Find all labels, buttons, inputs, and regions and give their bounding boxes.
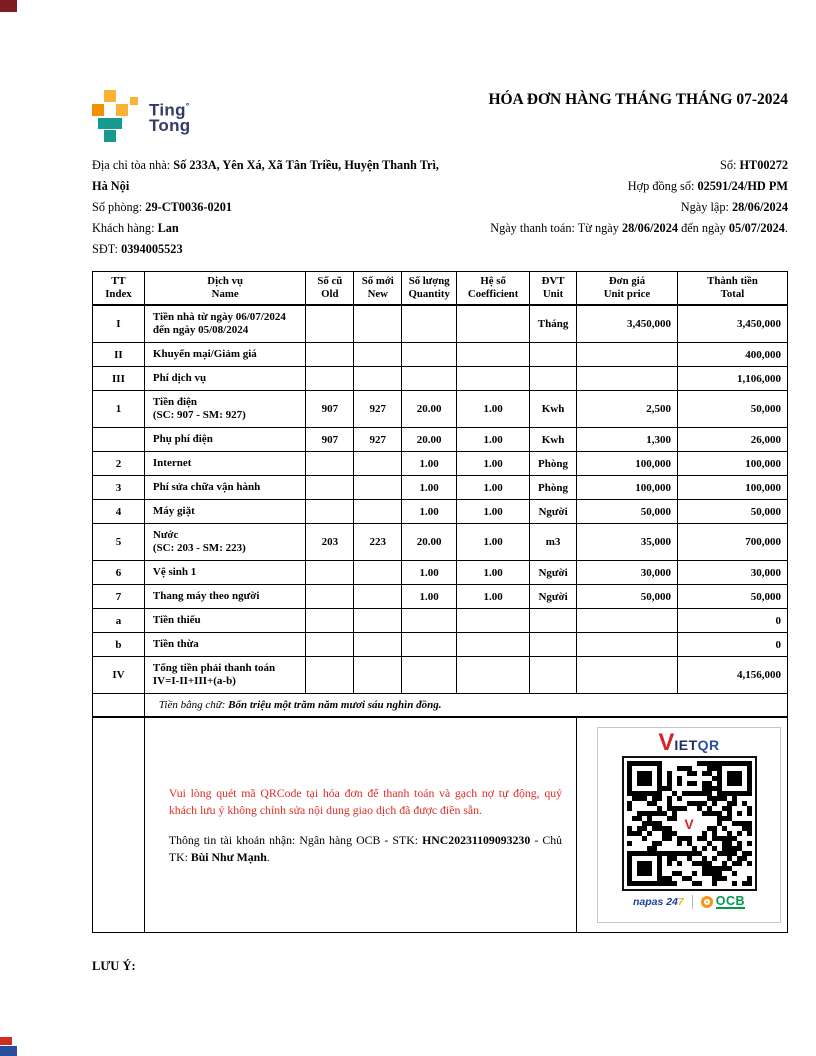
cell: a <box>93 609 145 633</box>
napas-logo: napas 247 <box>632 896 684 908</box>
cell: 3,450,000 <box>677 305 787 343</box>
cell: 1.00 <box>457 500 530 524</box>
cell: 927 <box>354 391 402 428</box>
cell <box>306 633 354 657</box>
empty-cell <box>93 717 145 933</box>
cell: 1,106,000 <box>677 367 787 391</box>
table-row <box>93 585 788 609</box>
cell: 100,000 <box>677 476 787 500</box>
ocb-text: OCB <box>715 893 746 908</box>
logo-line2: Tong <box>149 116 191 136</box>
header <box>92 0 788 142</box>
column-header: ĐVT Unit <box>530 272 577 306</box>
cell: 30,000 <box>577 561 678 585</box>
vietqr-card <box>597 727 781 923</box>
cell <box>354 452 402 476</box>
service-name: Phí dịch vụ <box>144 367 306 391</box>
amount-in-words-row <box>93 694 788 718</box>
cell <box>306 343 354 367</box>
phone-line: SĐT: 0394005523 <box>92 242 183 256</box>
table-row <box>93 343 788 367</box>
cell: Phòng <box>530 452 577 476</box>
service-name: Tổng tiền phải thanh toán IV=I-II+III+(a-b) <box>144 657 306 694</box>
cell <box>577 367 678 391</box>
cell: 1.00 <box>402 452 457 476</box>
service-name: Khuyến mại/Giảm giá <box>144 343 306 367</box>
cell: 400,000 <box>677 343 787 367</box>
cell: 1.00 <box>402 500 457 524</box>
qr-code <box>622 756 757 891</box>
tingtong-logo <box>92 90 190 142</box>
cell <box>354 305 402 343</box>
account-info: Thông tin tài khoản nhận: Ngân hàng OCB - STK: HNC20231109093230 - Chủ TK: Bùi Như Mạnh. <box>168 832 563 864</box>
cell <box>402 633 457 657</box>
page-content <box>92 0 788 974</box>
cell: 20.00 <box>402 524 457 561</box>
cell <box>354 609 402 633</box>
cell: 223 <box>354 524 402 561</box>
cell <box>306 452 354 476</box>
corner-mark-top-left <box>0 0 17 12</box>
cell: I <box>93 305 145 343</box>
cell: 1.00 <box>457 391 530 428</box>
cell <box>354 561 402 585</box>
cell: II <box>93 343 145 367</box>
cell: 1.00 <box>457 452 530 476</box>
cell: 1.00 <box>402 561 457 585</box>
column-header: Số mới New <box>354 272 402 306</box>
table-row <box>93 609 788 633</box>
cell <box>577 657 678 694</box>
cell: 1.00 <box>457 476 530 500</box>
building-address-line: Địa chỉ tòa nhà: Số 233A, Yên Xá, Xã Tân Triều, Huyện Thanh Trì, Hà Nội <box>92 158 439 193</box>
corner-mark-bottom-blue <box>0 1046 17 1056</box>
cell <box>402 609 457 633</box>
cell: 5 <box>93 524 145 561</box>
cell: 100,000 <box>677 452 787 476</box>
cell: 35,000 <box>577 524 678 561</box>
cell <box>577 343 678 367</box>
cell <box>306 500 354 524</box>
vietqr-logo: V IET QR <box>658 729 720 756</box>
service-name: Internet <box>144 452 306 476</box>
service-name: Phí sửa chữa vận hành <box>144 476 306 500</box>
cell <box>457 609 530 633</box>
cell <box>530 633 577 657</box>
cell <box>530 609 577 633</box>
cell: m3 <box>530 524 577 561</box>
cell: 6 <box>93 561 145 585</box>
cell <box>306 561 354 585</box>
cell: 1.00 <box>457 428 530 452</box>
cell <box>354 500 402 524</box>
cell: 4,156,000 <box>677 657 787 694</box>
issue-date-line: Ngày lập: 28/06/2024 <box>680 200 788 214</box>
cell: 100,000 <box>577 476 678 500</box>
logo-line1: Ting <box>149 100 186 120</box>
cell <box>457 367 530 391</box>
registered-mark: ° <box>185 100 190 111</box>
column-header: TT Index <box>93 272 145 306</box>
service-name: Tiền nhà từ ngày 06/07/2024 đến ngày 05/08/2024 <box>144 305 306 343</box>
cell: 26,000 <box>677 428 787 452</box>
table-header <box>93 272 788 306</box>
cell <box>354 633 402 657</box>
cell: Người <box>530 500 577 524</box>
table-row <box>93 476 788 500</box>
cell <box>306 476 354 500</box>
payment-row <box>93 717 788 933</box>
cell <box>530 657 577 694</box>
payment-note-cell <box>144 717 576 933</box>
table-row <box>93 633 788 657</box>
service-name: Phụ phí điện <box>144 428 306 452</box>
cell: 7 <box>93 585 145 609</box>
cell: 1.00 <box>402 585 457 609</box>
amount-in-words: Tiền bằng chữ: Bốn triệu một trăm năm mươi sáu nghìn đồng. <box>144 694 787 718</box>
cell: 0 <box>677 633 787 657</box>
cell: 50,000 <box>577 585 678 609</box>
divider <box>692 895 693 909</box>
table-row <box>93 367 788 391</box>
cell <box>354 657 402 694</box>
cell: 907 <box>306 391 354 428</box>
cell: 1 <box>93 391 145 428</box>
service-name: Máy giặt <box>144 500 306 524</box>
cell: IV <box>93 657 145 694</box>
table-row <box>93 524 788 561</box>
contract-number-line: Hợp đồng số: 02591/24/HD PM <box>627 179 788 193</box>
cell <box>354 367 402 391</box>
cell <box>354 476 402 500</box>
invoice-table <box>92 271 788 933</box>
cell: 1.00 <box>457 585 530 609</box>
cell: Người <box>530 585 577 609</box>
tingtong-logo-icon <box>92 90 140 142</box>
table-row <box>93 305 788 343</box>
cell <box>530 367 577 391</box>
ocb-logo <box>701 893 746 909</box>
service-name: Tiền thiếu <box>144 609 306 633</box>
column-header: Đơn giá Unit price <box>577 272 678 306</box>
cell: 1.00 <box>402 476 457 500</box>
qr-cell <box>577 717 788 933</box>
table-row <box>93 500 788 524</box>
cell: 1.00 <box>457 524 530 561</box>
vietqr-v: V <box>658 729 675 756</box>
cell: 3,450,000 <box>577 305 678 343</box>
cell <box>306 657 354 694</box>
cell <box>530 343 577 367</box>
cell <box>402 657 457 694</box>
tingtong-wordmark <box>149 98 190 135</box>
service-name: Thang máy theo người <box>144 585 306 609</box>
cell <box>354 343 402 367</box>
table-row <box>93 561 788 585</box>
cell: 203 <box>306 524 354 561</box>
cell: 20.00 <box>402 391 457 428</box>
cell: 1,300 <box>577 428 678 452</box>
column-header: Hệ số Coefficient <box>457 272 530 306</box>
service-name: Nước (SC: 203 - SM: 223) <box>144 524 306 561</box>
cell: 100,000 <box>577 452 678 476</box>
table-row <box>93 452 788 476</box>
cell: 2,500 <box>577 391 678 428</box>
cell: 20.00 <box>402 428 457 452</box>
cell: 927 <box>354 428 402 452</box>
empty-cell <box>93 694 145 718</box>
cell: 4 <box>93 500 145 524</box>
column-header: Thành tiền Total <box>677 272 787 306</box>
corner-mark-bottom-red <box>0 1037 12 1045</box>
column-header: Số cũ Old <box>306 272 354 306</box>
info-section <box>92 155 788 260</box>
invoice-title: HÓA ĐƠN HÀNG THÁNG THÁNG 07-2024 <box>488 91 788 108</box>
table-row <box>93 657 788 694</box>
footer-note: LƯU Ý: <box>92 959 136 973</box>
cell <box>306 609 354 633</box>
cell <box>306 305 354 343</box>
service-name: Vệ sinh 1 <box>144 561 306 585</box>
cell: 1.00 <box>457 561 530 585</box>
cell: Kwh <box>530 428 577 452</box>
cell <box>457 343 530 367</box>
cell <box>457 305 530 343</box>
cell: 2 <box>93 452 145 476</box>
ocb-icon <box>701 896 713 908</box>
cell: 0 <box>677 609 787 633</box>
cell <box>577 609 678 633</box>
payment-period-line: Ngày thanh toán: Từ ngày 28/06/2024 đến ngày 05/07/2024. <box>490 221 788 235</box>
cell <box>402 343 457 367</box>
invoice-number-line: Số: HT00272 <box>720 158 788 172</box>
cell: 50,000 <box>677 585 787 609</box>
info-right <box>458 155 788 260</box>
cell: Kwh <box>530 391 577 428</box>
cell <box>402 305 457 343</box>
cell <box>457 633 530 657</box>
room-number-line: Số phòng: 29-CT0036-0201 <box>92 200 233 214</box>
cell <box>457 657 530 694</box>
info-left <box>92 155 444 260</box>
qr-footer <box>633 895 745 909</box>
cell <box>306 367 354 391</box>
column-header: Dịch vụ Name <box>144 272 306 306</box>
column-header: Số lượng Quantity <box>402 272 457 306</box>
cell: 907 <box>306 428 354 452</box>
cell: Người <box>530 561 577 585</box>
cell: 700,000 <box>677 524 787 561</box>
cell: 50,000 <box>677 500 787 524</box>
cell: Phòng <box>530 476 577 500</box>
cell: 30,000 <box>677 561 787 585</box>
cell <box>306 585 354 609</box>
cell: III <box>93 367 145 391</box>
vietqr-center-icon: V <box>678 813 700 835</box>
cell: 50,000 <box>577 500 678 524</box>
cell <box>354 585 402 609</box>
payment-note: Vui lòng quét mã QRCode tại hóa đơn để thanh toán và gạch nợ tự động, quý khách lưu ý không chỉnh sửa nội dung giao dịch đã được điền sẵn. <box>168 785 563 817</box>
service-name: Tiền thừa <box>144 633 306 657</box>
service-name: Tiền điện (SC: 907 - SM: 927) <box>144 391 306 428</box>
cell <box>402 367 457 391</box>
table-row <box>93 428 788 452</box>
table-row <box>93 391 788 428</box>
cell: Tháng <box>530 305 577 343</box>
cell: 50,000 <box>677 391 787 428</box>
cell: 3 <box>93 476 145 500</box>
cell <box>93 428 145 452</box>
cell <box>577 633 678 657</box>
customer-line: Khách hàng: Lan <box>92 221 179 235</box>
cell: b <box>93 633 145 657</box>
